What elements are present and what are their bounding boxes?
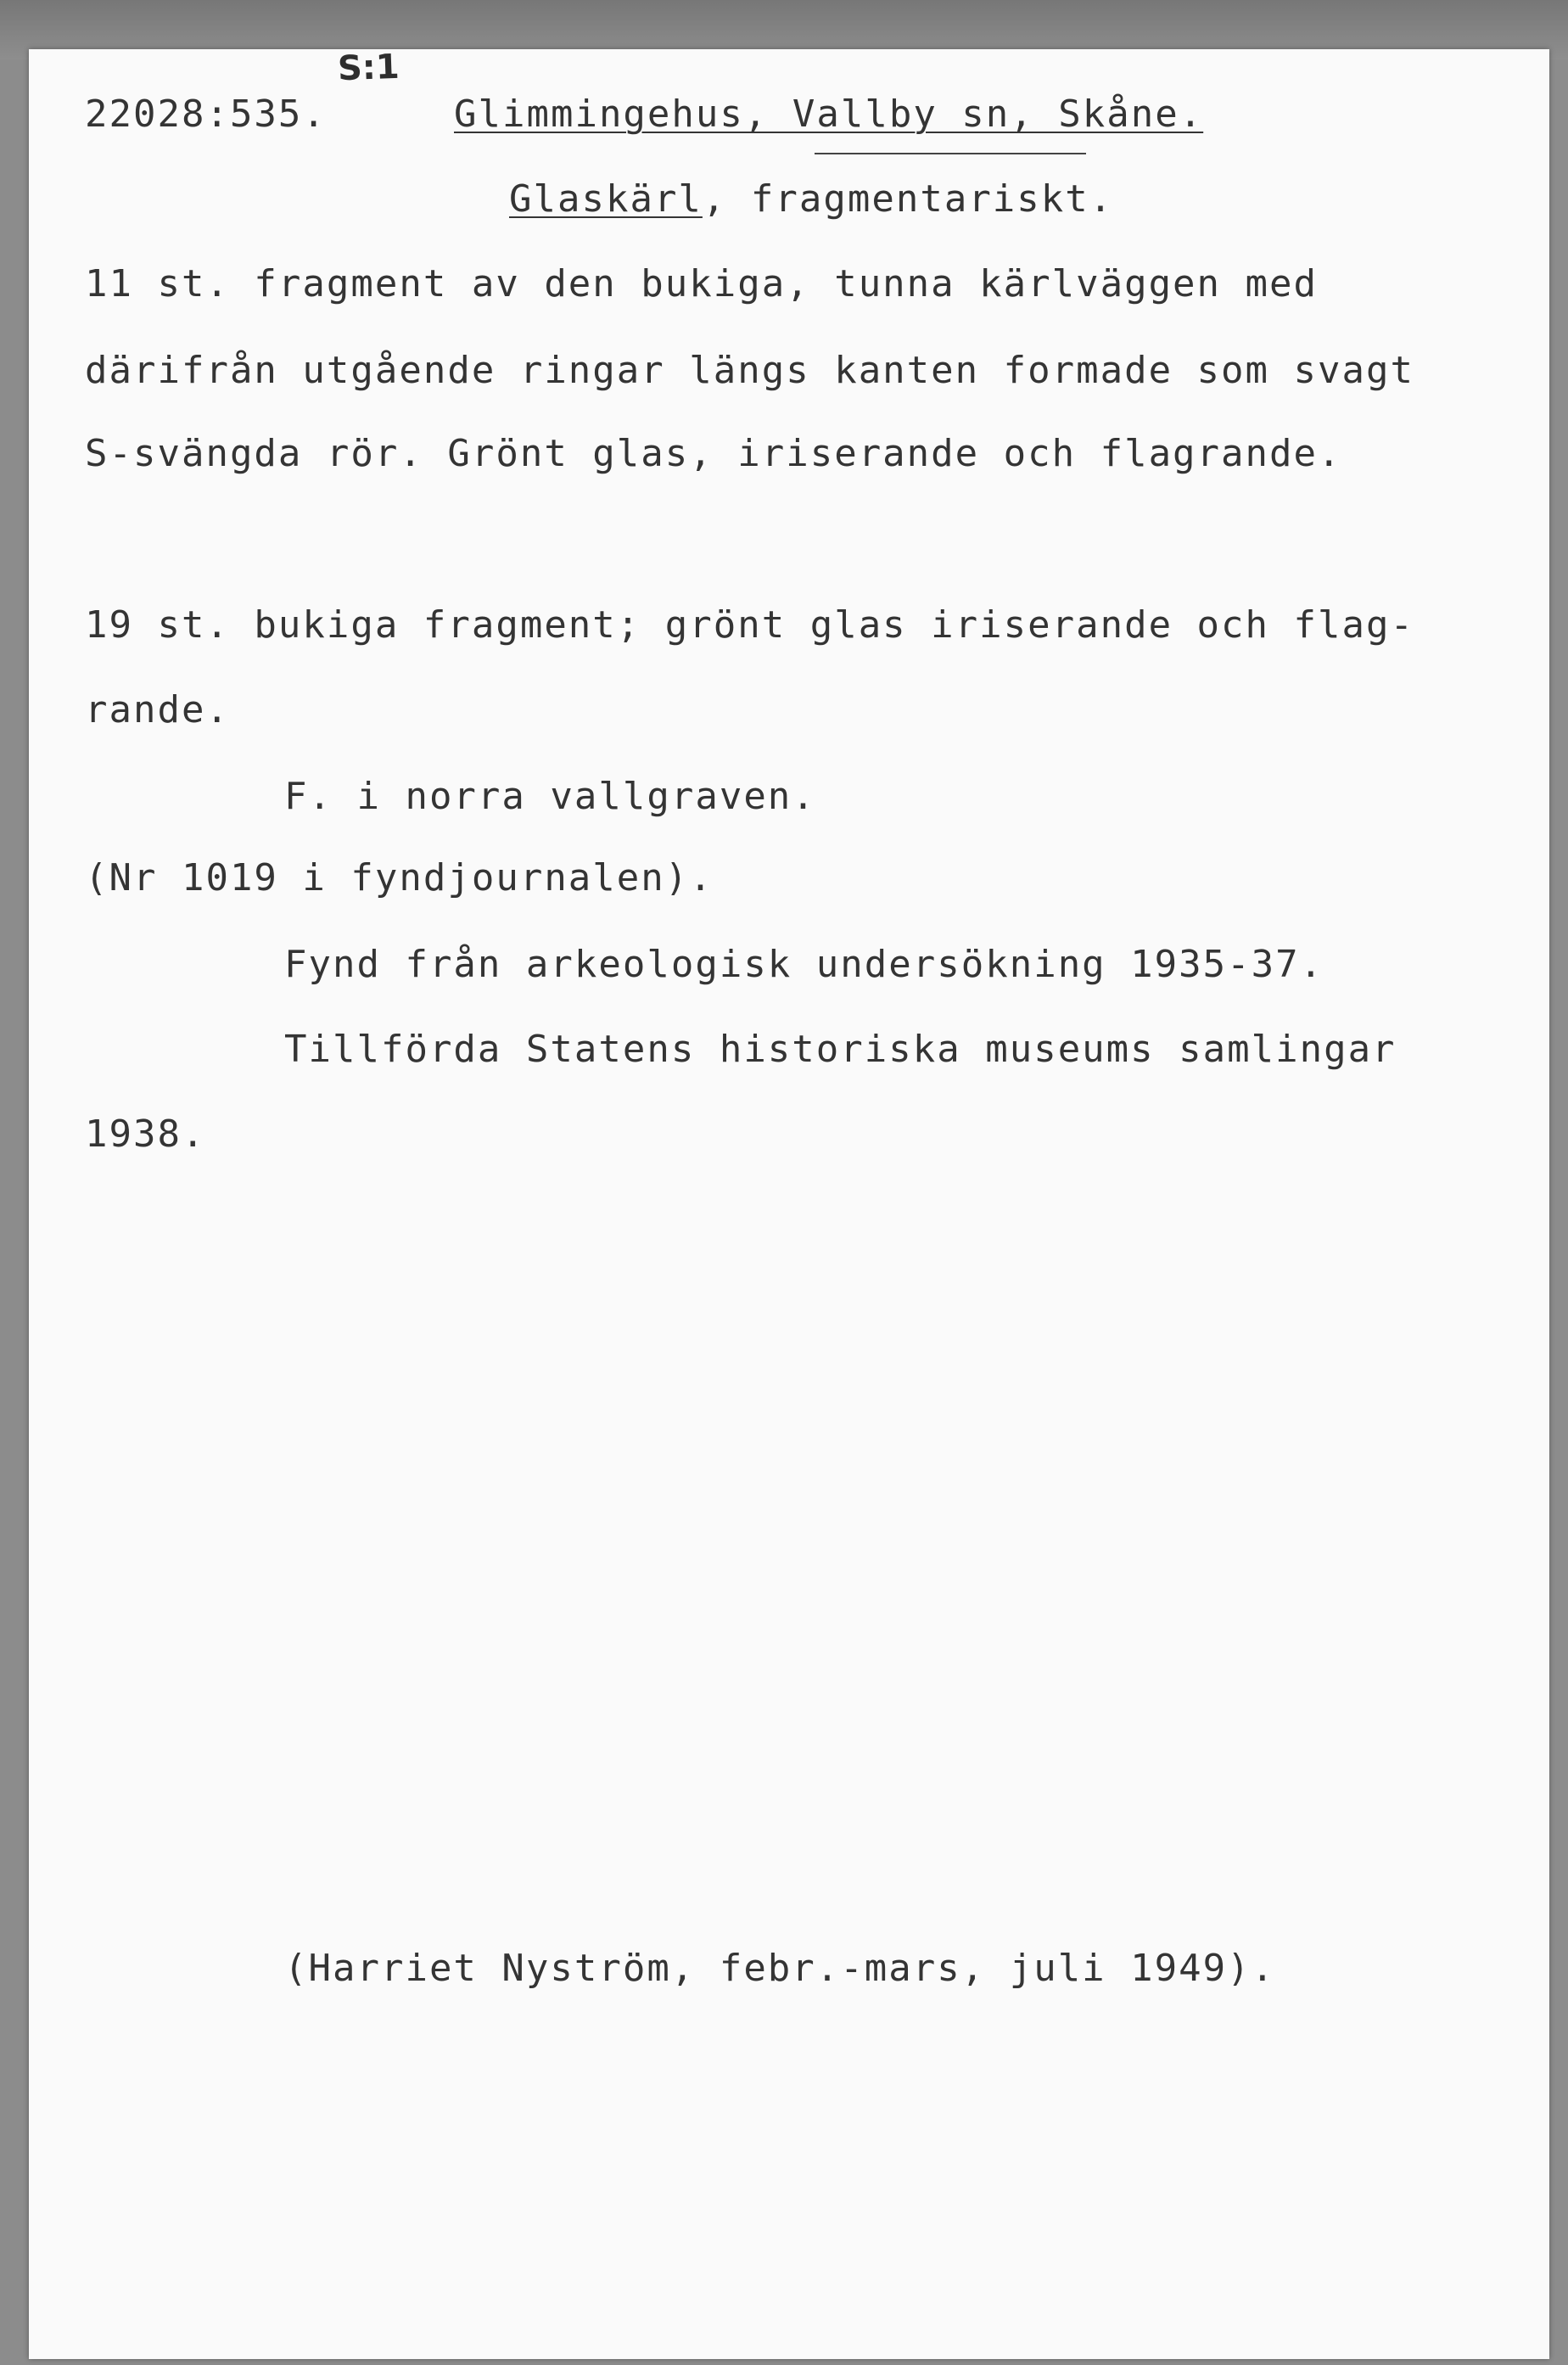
journal-ref: (Nr 1019 i fyndjournalen). [85, 856, 714, 899]
catalog-number: 22028:535. [85, 92, 327, 136]
location-heading: Glimmingehus, Vallby sn, Skåne. [454, 92, 1204, 136]
cataloger-signature: (Harriet Nyström, febr.-mars, juli 1949). [284, 1947, 1276, 1990]
handwritten-mark: S:1 [337, 47, 400, 89]
object-heading [509, 177, 1113, 222]
object-type: Glaskärl [509, 177, 703, 221]
acquisition-year: 1938. [85, 1112, 206, 1156]
object-suffix: , fragmentariskt. [702, 177, 1114, 221]
text-line: därifrån utgående ringar längs kanten formade som svagt [85, 349, 1414, 392]
excavation-note: Fynd från arkeologisk undersökning 1935-37. [284, 943, 1324, 986]
text-line: 11 st. fragment av den bukiga, tunna kärlväggen med [85, 262, 1319, 305]
catalog-card [29, 49, 1549, 2359]
text-line: S-svängda rör. Grönt glas, iriserande och flagrande. [85, 432, 1342, 475]
underline-mark [815, 153, 1086, 154]
text-line: rande. [85, 688, 230, 731]
acquisition-note: Tillförda Statens historiska museums samlingar [284, 1028, 1397, 1071]
find-location: F. i norra vallgraven. [284, 775, 816, 818]
text-line: 19 st. bukiga fragment; grönt glas iriserande och flag- [85, 603, 1414, 647]
